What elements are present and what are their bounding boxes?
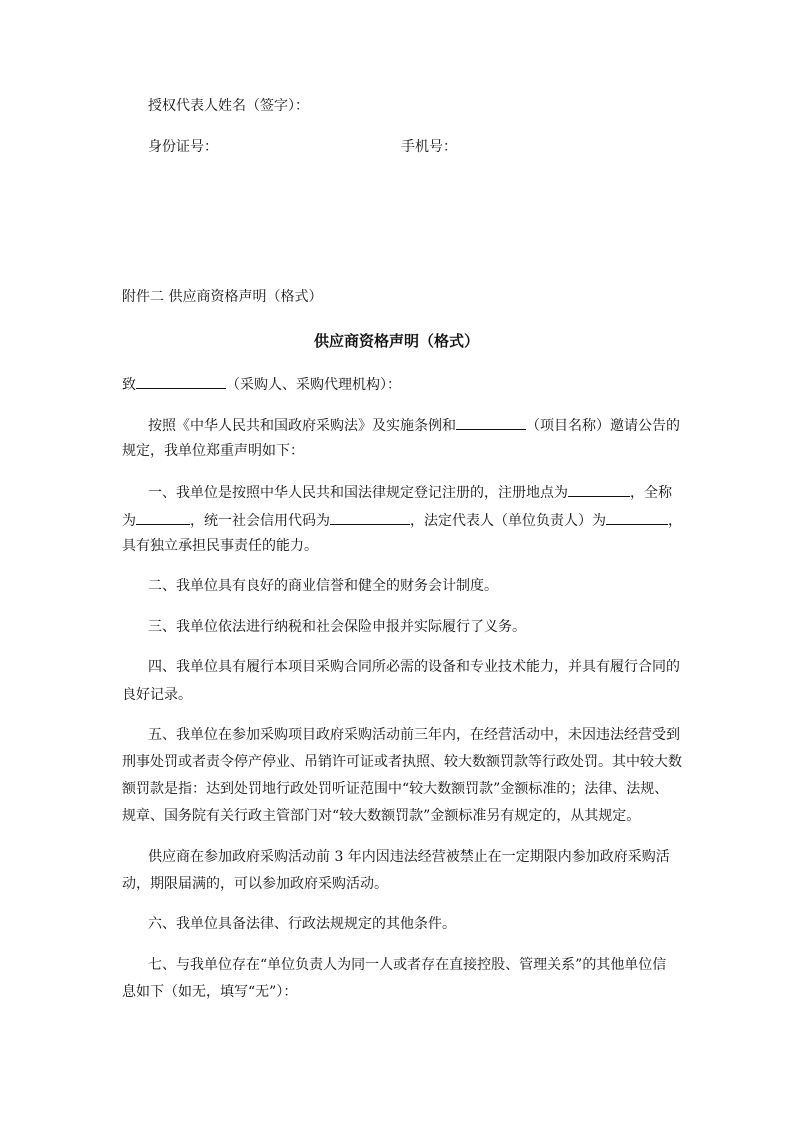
p8-line-2: 息如下（如无，填写“无”）： [122, 984, 298, 1000]
attachment-heading: 附件二 供应商资格声明（格式） [122, 289, 323, 305]
p1-line-3: 具有独立承担民事责任的能力。 [122, 538, 318, 554]
p1-text-e: ，法定代表人（单位负责人）为 [410, 513, 606, 529]
legal-rep-blank[interactable] [606, 509, 668, 525]
p5-line-2: 刑事处罚或者责令停产停业、吊销许可证或者执照、较大数额罚款等行政处罚。其中较大数 [122, 754, 682, 770]
p5-line-1: 五、我单位在参加采购项目政府采购活动前三年内，在经营活动中，未因违法经营受到 [148, 727, 680, 743]
addressee-line [122, 373, 401, 395]
p6-line-2: 动，期限届满的，可以参加政府采购活动。 [122, 876, 388, 892]
credit-code-blank[interactable] [330, 509, 410, 525]
p5-line-4: 规章、国务院有关行政主管部门对“较大数额罚款”金额标准另有规定的，从其规定。 [122, 808, 641, 824]
p1-text-b: ，全称 [630, 485, 672, 501]
p1-text-a: 一、我单位是按照中华人民共和国法律规定登记注册的，注册地点为 [148, 485, 568, 501]
p6-line-1: 供应商在参加政府采购活动前 3 年内因违法经营被禁止在一定期限内参加政府采购活 [148, 849, 670, 865]
page-title: 供应商资格声明（格式） [313, 332, 479, 350]
p5-line-3: 额罚款是指：达到处罚地行政处罚听证范围中“较大数额罚款”金额标准的；法律、法规、 [122, 781, 669, 797]
p1-line-2 [122, 509, 682, 531]
addressee-prefix: 致 [122, 377, 136, 393]
p4-line-1: 四、我单位具有履行本项目采购合同所必需的设备和专业技术能力，并具有履行合同的 [148, 659, 680, 675]
p1-text-d: ，统一社会信用代码为 [190, 513, 330, 529]
p3-line: 三、我单位依法进行纳税和社会保险申报并实际履行了义务。 [148, 619, 526, 635]
addressee-suffix: （采购人、采购代理机构）： [226, 377, 401, 393]
intro-line-2: 规定，我单位郑重声明如下： [122, 443, 304, 459]
id-number-label: 身份证号： [148, 139, 218, 155]
project-name-blank[interactable] [456, 414, 526, 430]
registration-place-blank[interactable] [568, 481, 630, 497]
p4-line-2: 良好记录。 [122, 687, 192, 703]
phone-label: 手机号： [401, 139, 457, 155]
intro-text-a: 按照《中华人民共和国政府采购法》及实施条例和 [148, 418, 456, 434]
full-name-blank[interactable] [136, 509, 190, 525]
p1-text-c: 为 [122, 513, 136, 529]
p7-line: 六、我单位具备法律、行政法规规定的其他条件。 [148, 916, 456, 932]
purchaser-blank[interactable] [136, 373, 226, 389]
p8-line-1: 七、与我单位存在“单位负责人为同一人或者存在直接控股、管理关系”的其他单位信 [148, 957, 667, 973]
intro-line-1 [148, 414, 680, 436]
p2-line: 二、我单位具有良好的商业信誉和健全的财务会计制度。 [148, 578, 498, 594]
rep-name-label: 授权代表人姓名（签字）： [148, 98, 309, 114]
intro-text-b: （项目名称）邀请公告的 [526, 418, 680, 434]
p1-text-f: ， [668, 513, 682, 529]
p1-line-1 [148, 481, 672, 503]
